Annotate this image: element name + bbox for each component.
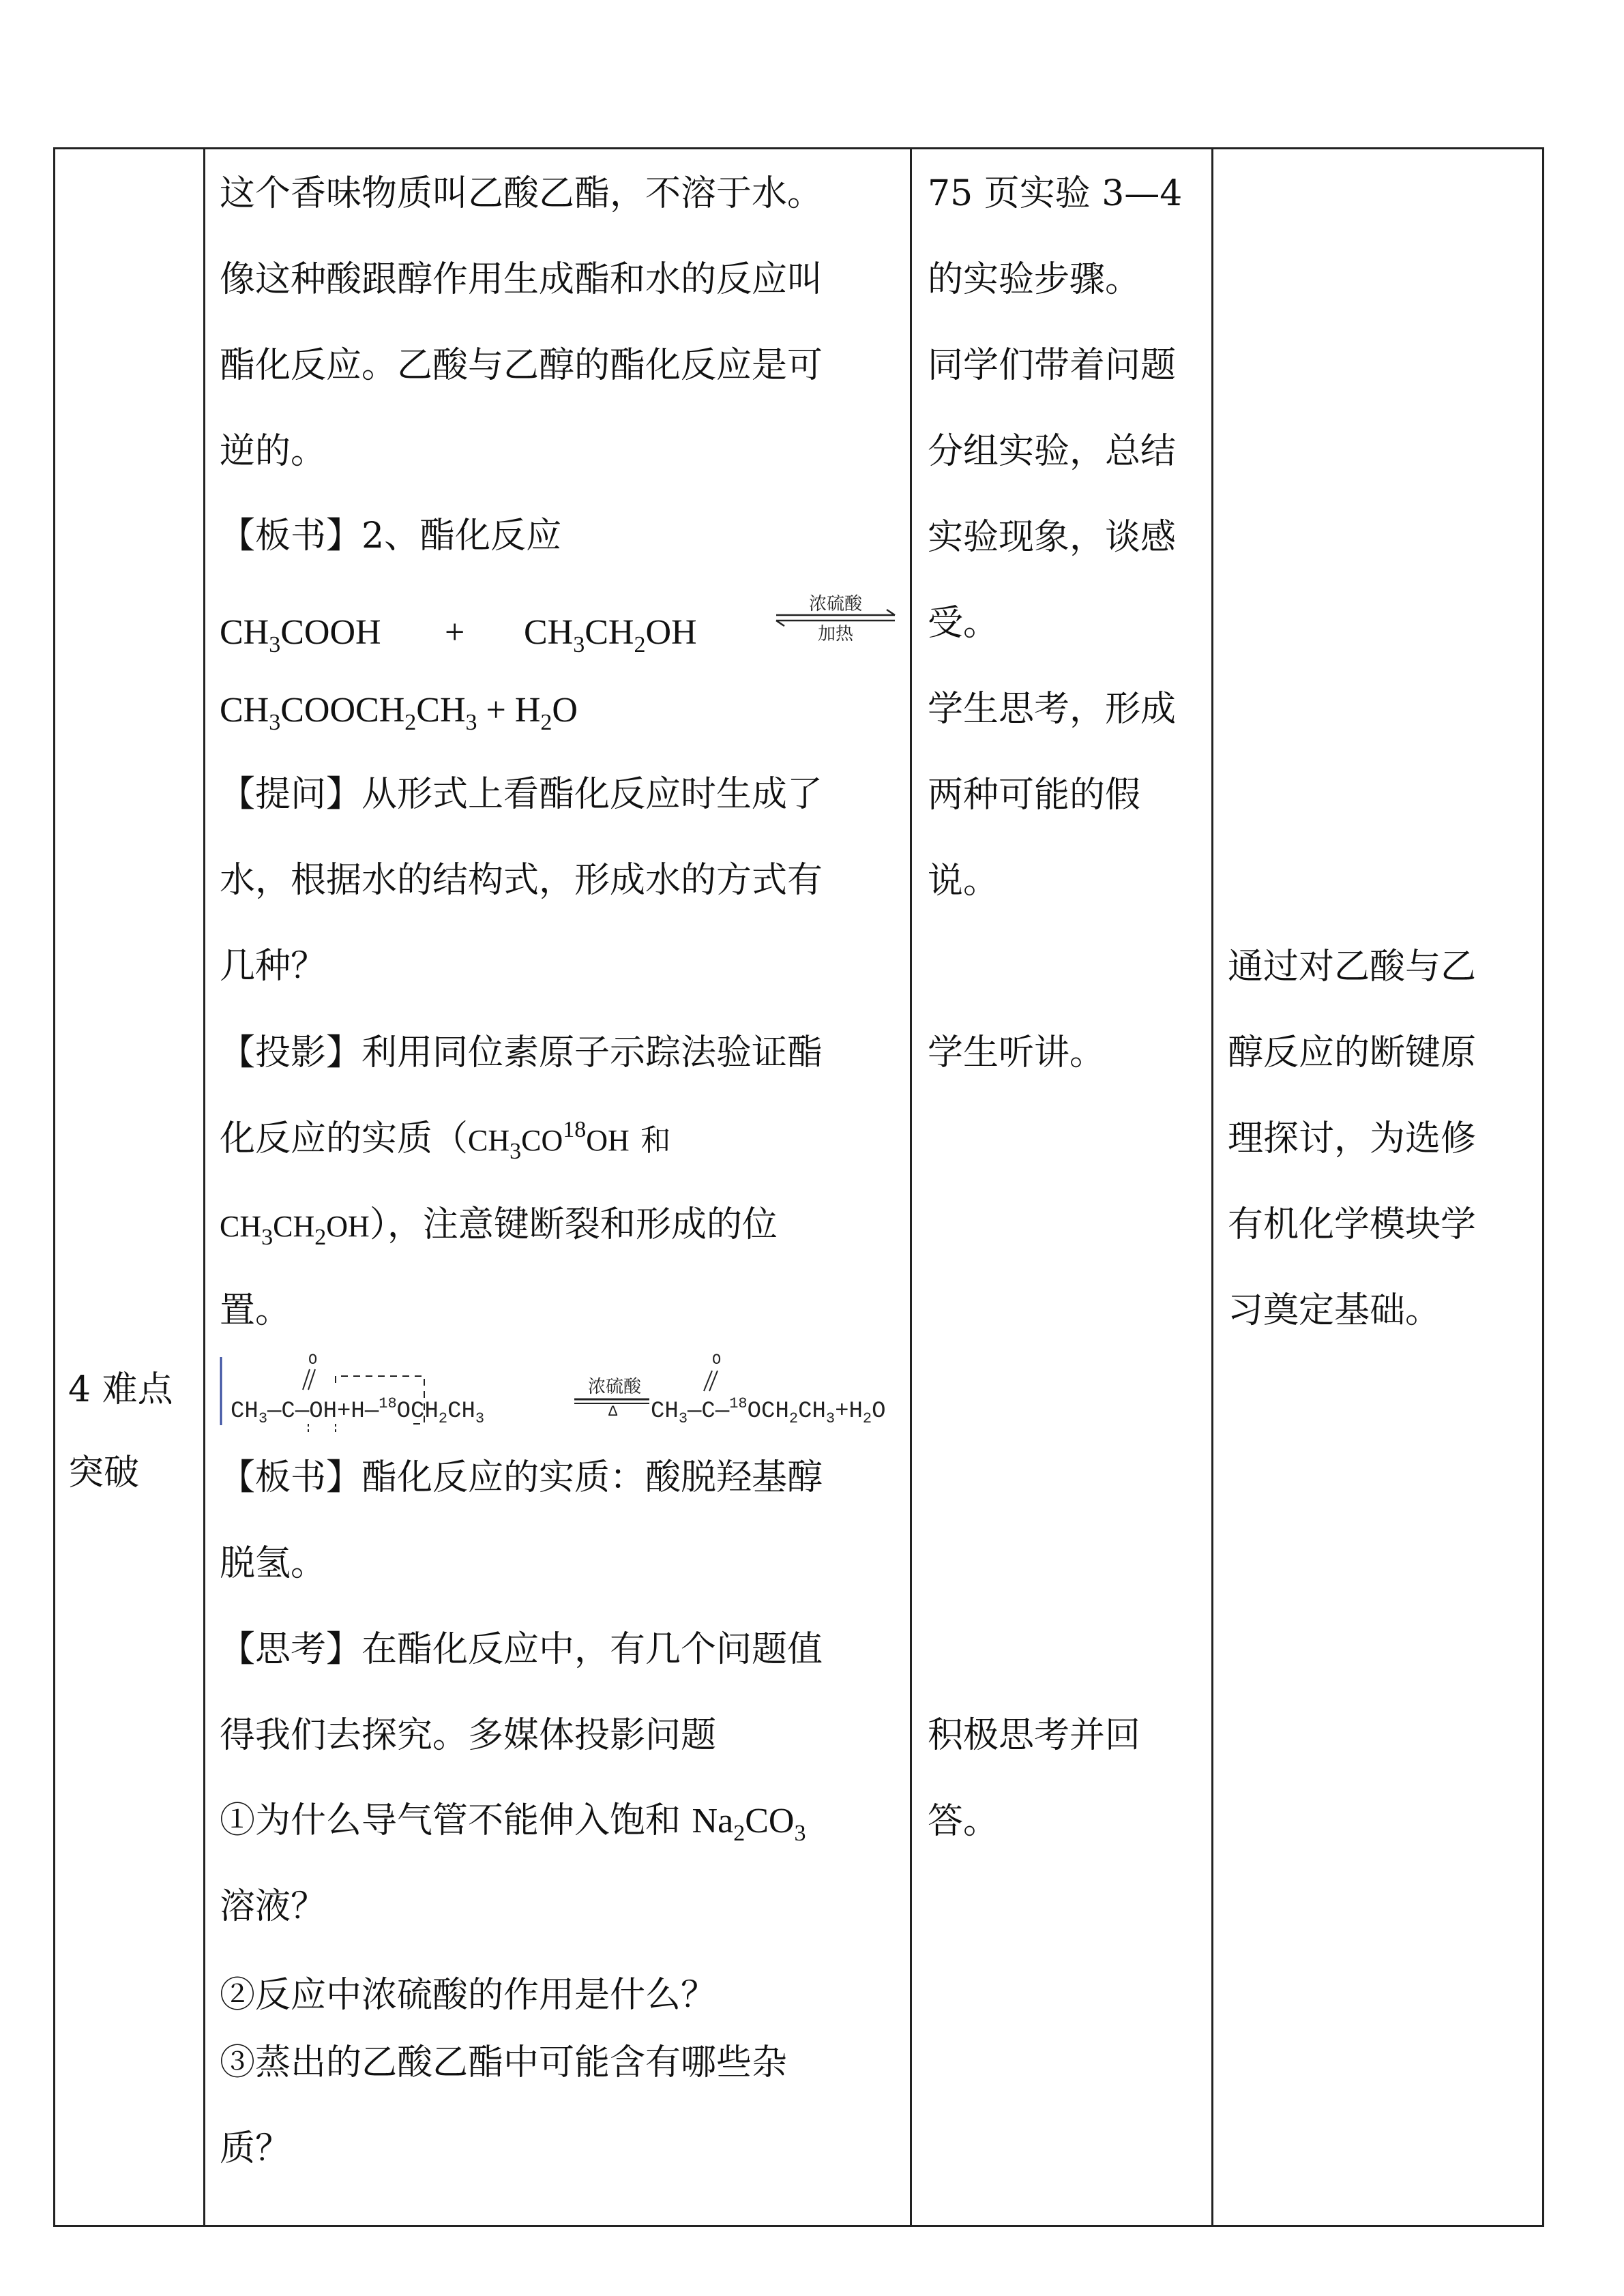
mechanism-right-part: $CH_3—C—^{18}OCH_2CH_3+H_2O$ <box>651 1395 886 1427</box>
question-3: ③蒸出的乙酸乙酯中可能含有哪些杂 质？ <box>220 2042 788 2169</box>
mechanism-condition-bottom: Δ <box>608 1403 618 1420</box>
carbonyl-o-left: O <box>308 1352 318 1369</box>
equation-reactant-1: $CH_3COOH$ <box>220 613 381 657</box>
reversible-arrow <box>771 591 900 645</box>
board-essence: 【板书】酯化反应的实质：酸脱羟基醇 脱氢。 <box>220 1457 823 1584</box>
student-activity-3: 积极思考并回 答。 <box>928 1715 1141 1842</box>
board-heading-esterification: 【板书】2、酯化反应 <box>220 516 562 556</box>
student-activity-1: 75 页实验 3—4 的实验步骤。 同学们带着问题 分组实验，总结 实验现象，谈感 受。 学生思考，形成 两种可能的假 说。 <box>928 173 1183 901</box>
mechanism-diagram <box>220 1343 888 1442</box>
formula-ethanol: $CH_3CH_2OH$ <box>220 1210 370 1250</box>
teacher-think: 【思考】在酯化反应中，有几个问题值 得我们去探究。多媒体投影问题 <box>220 1629 823 1756</box>
mechanism-left-part: $CH_3—C—OH+H—^{18}OCH_2CH_3$ <box>231 1395 485 1427</box>
teacher-question: 【提问】从形式上看酯化反应时生成了 水，根据水的结构式，形成水的方式有 几种？ <box>220 774 823 987</box>
carbonyl-o-right: O <box>712 1352 722 1369</box>
design-intent: 通过对乙酸与乙 醇反应的断键原 理探讨，为选修 有机化学模块学 习奠定基础。 <box>1228 946 1477 1331</box>
condition-bottom-label: 加热 <box>817 624 854 644</box>
equation-plus: + <box>445 613 465 652</box>
student-activity-2: 学生听讲。 <box>928 1032 1106 1073</box>
mechanism-condition-top: 浓硫酸 <box>588 1377 642 1397</box>
formula-sodium-carbonate: $Na_2CO_3$ <box>692 1802 806 1846</box>
teacher-para-1: 这个香味物质叫乙酸乙酯，不溶于水。 像这种酸跟醇作用生成酯和水的反应叫 酯化反应。乙酸与乙醇的酯化反应是可 逆的。 <box>220 173 823 472</box>
question-1: ①为什么导气管不能伸入饱和 $Na_2CO_3$ 溶液？ <box>220 1800 806 1927</box>
formula-acetic-acid-18o: $CH_3CO^{18}OH$ <box>468 1117 630 1164</box>
column-divider <box>910 147 912 2227</box>
equation-reactant-2: $CH_3CH_2OH$ <box>524 613 697 657</box>
equation-products: $CH_3COOCH_2CH_3 + H_2O$ <box>220 691 578 735</box>
row-label: 4 难点 突破 <box>68 1369 173 1493</box>
teacher-projection: 【投影】利用同位素原子示踪法验证酯 化反应的实质（$CH_3CO^{18}OH$ 和 $CH_3CH_2OH$），注意键断裂和形成的位 置。 <box>220 1032 823 1331</box>
column-divider <box>1211 147 1213 2227</box>
question-2: ②反应中浓硫酸的作用是什么？ <box>220 1975 717 2016</box>
condition-top-label: 浓硫酸 <box>808 594 863 614</box>
column-divider <box>203 147 205 2227</box>
